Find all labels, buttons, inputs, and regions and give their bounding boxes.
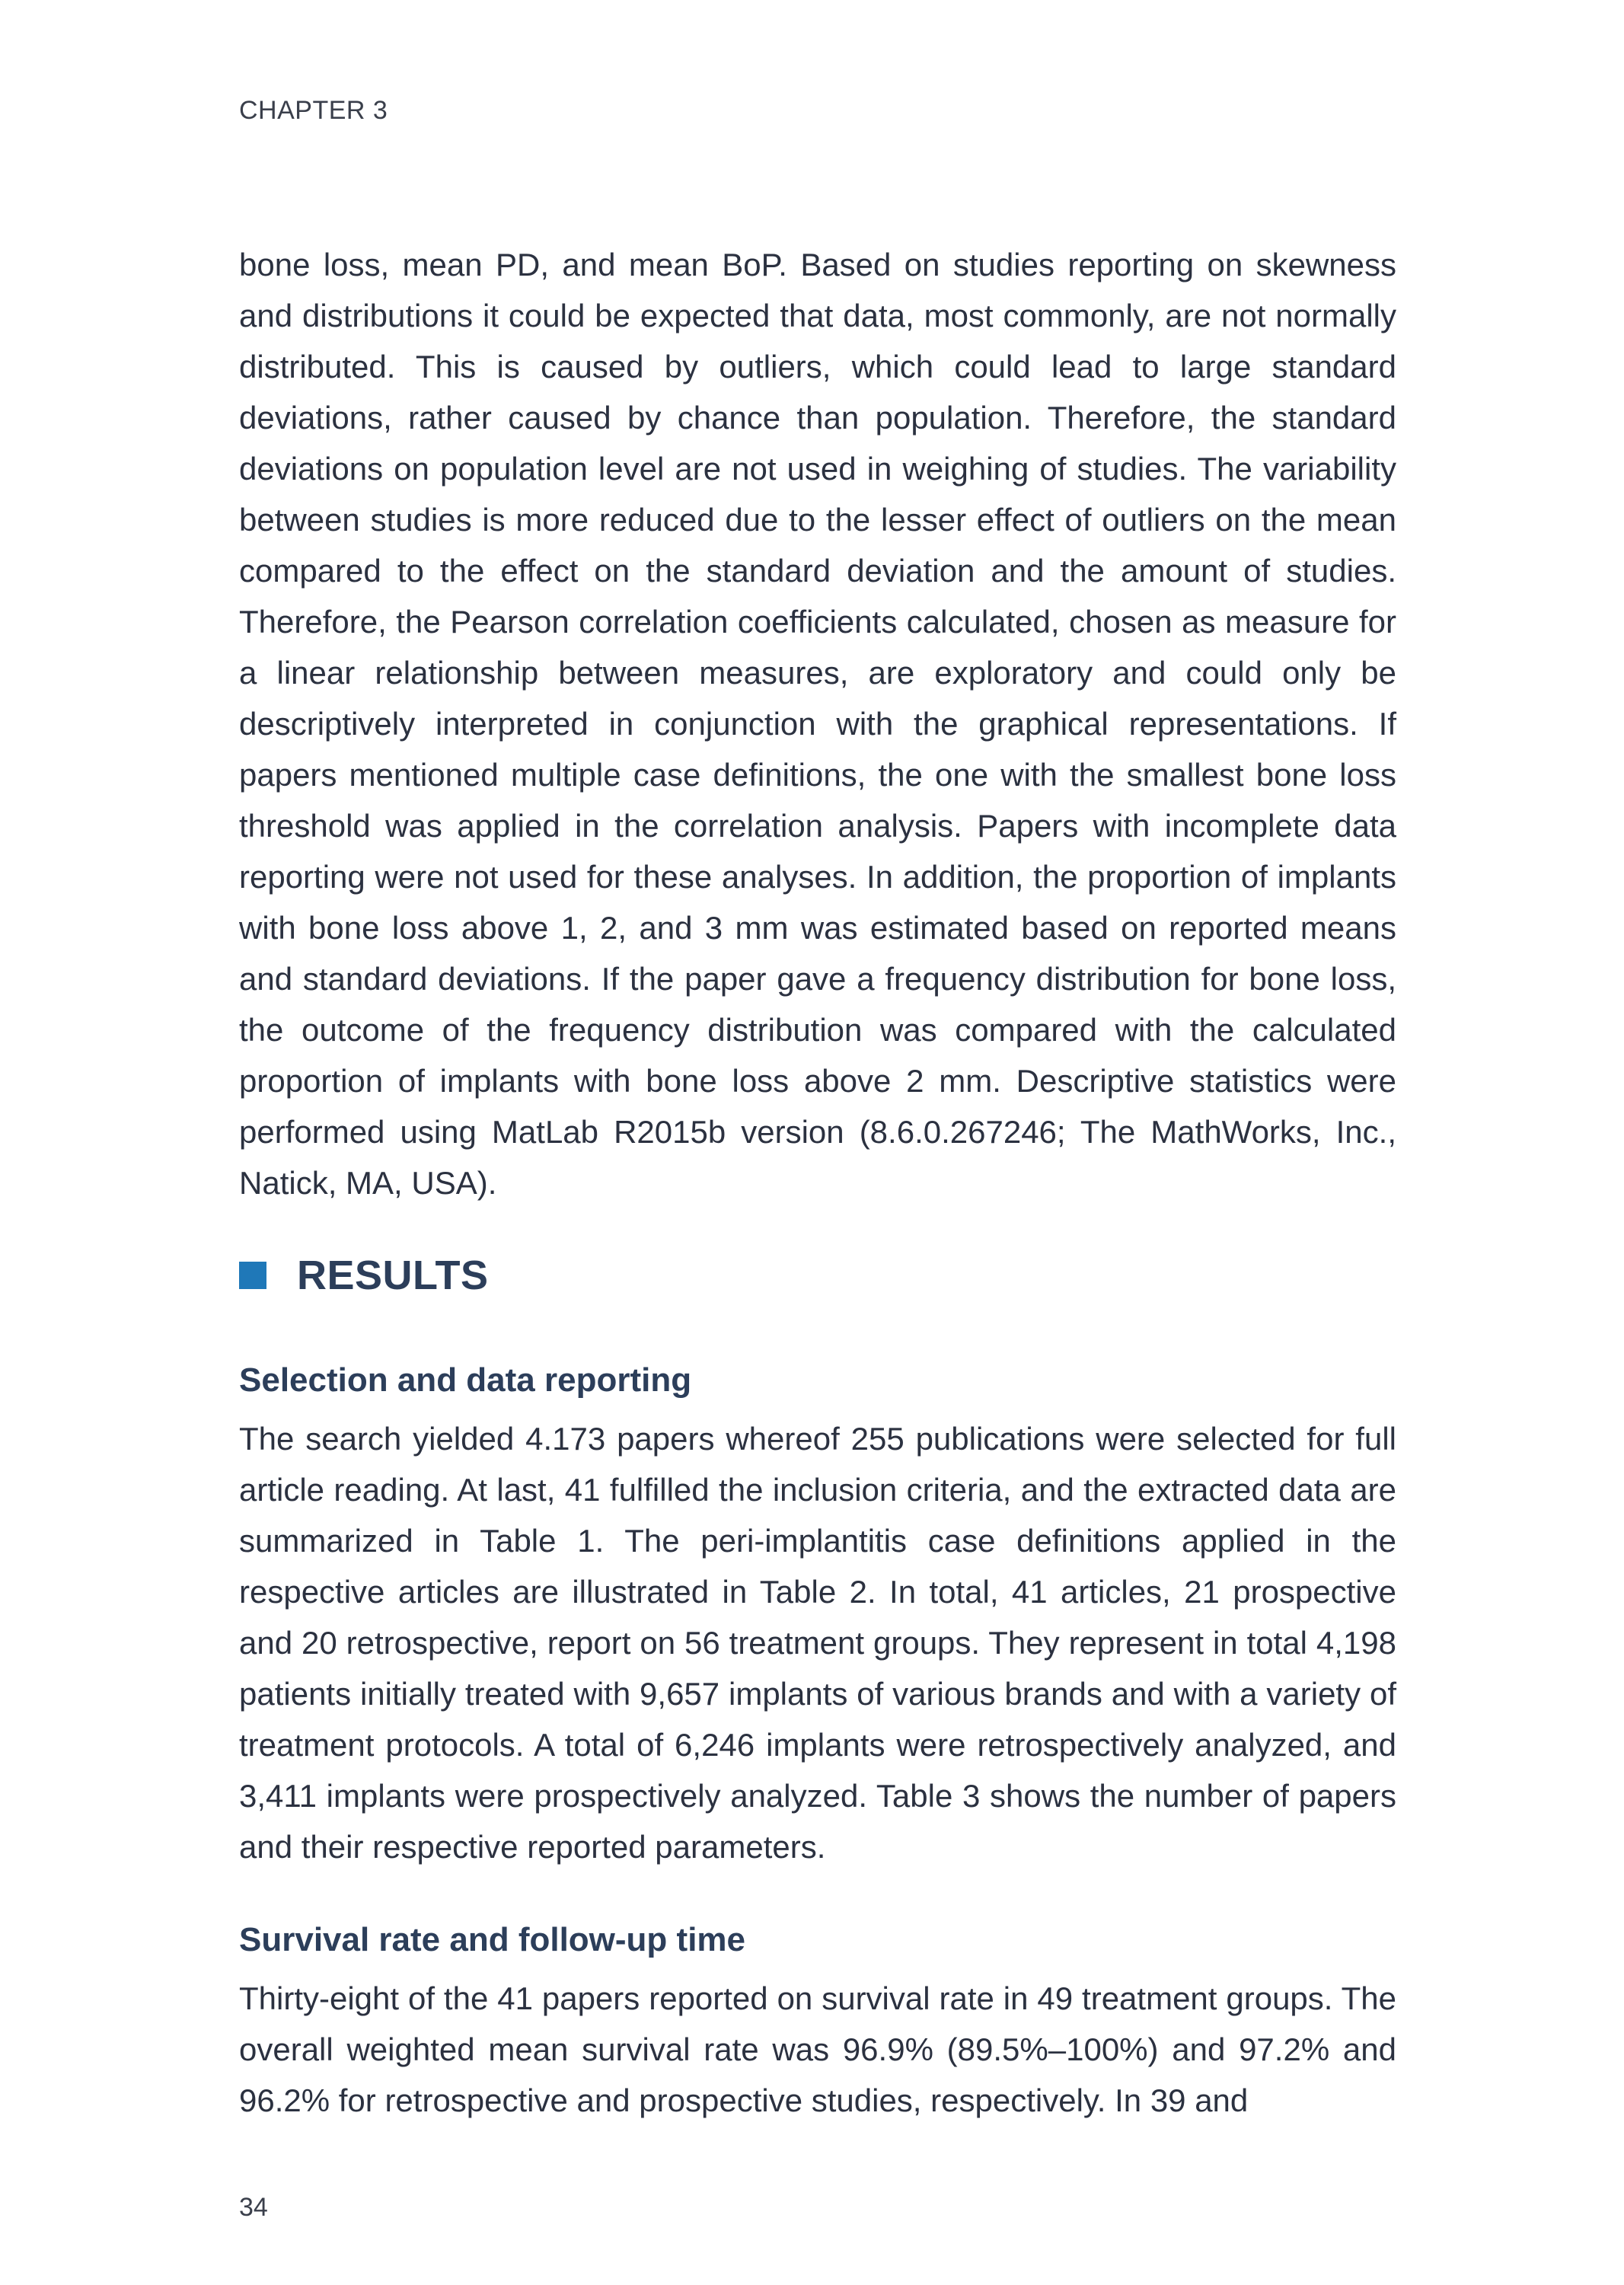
survival-subheading: Survival rate and follow-up time [239,1921,746,1958]
survival-paragraph: Thirty-eight of the 41 papers reported on survival rate in 49 treatment groups. The overall weighted mean survival rate was 96.9% (89.5%–100%) and 97.2% and 96.2% for retrospective and prospective studies, respectively. In 39 and [239,1980,1396,2118]
methods-paragraph: bone loss, mean PD, and mean BoP. Based on studies reporting on skewness and distributions it could be expected that data, most commonly, are not normally distributed. This is caused by outliers, which could lead to large standard deviations, rather caused by chance than population. Therefore, the standard deviations on population level are not used in weighing of studies. The variability between studies is more reduced due to the lesser effect of outliers on the mean compared to the effect on the standard deviation and the amount of studies. Therefore, the Pearson correlation coefficients calculated, chosen as measure for a linear relationship between measures, are exploratory and could only be descriptively interpreted in conjunction with the graphical representations. If papers mentioned multiple case definitions, the one with the smallest bone loss threshold was applied in the correlation analysis. Papers with incomplete data reporting were not used for these analyses. In addition, the proportion of implants with bone loss above 1, 2, and 3 mm was estimated based on reported means and standard deviations. If the paper gave a frequency distribution for bone loss, the outcome of the frequency distribution was compared with the calculated proportion of implants with bone loss above 2 mm. Descriptive statistics were performed using MatLab R2015b version (8.6.0.267246; The MathWorks, Inc., Natick, MA, USA). [239,247,1396,1201]
running-head: CHAPTER 3 [239,96,388,125]
selection-subheading: Selection and data reporting [239,1361,692,1399]
section-marker-icon [239,1262,266,1289]
results-heading-label: RESULTS [297,1253,489,1298]
page-number: 34 [239,2193,268,2222]
selection-paragraph: The search yielded 4.173 papers whereof 255 publications were selected for full article reading. At last, 41 fulfilled the inclusion criteria, and the extracted data are summarized in Table 1. The peri-implantitis case definitions applied in the respective articles are illustrated in Table 2. In total, 41 articles, 21 prospective and 20 retrospective, report on 56 treatment groups. They represent in total 4,198 patients initially treated with 9,657 implants of various brands and with a variety of treatment protocols. A total of 6,246 implants were retrospectively analyzed, and 3,411 implants were prospectively analyzed. Table 3 shows the number of papers and their respective reported parameters. [239,1421,1396,1865]
results-section-heading [239,1249,489,1302]
